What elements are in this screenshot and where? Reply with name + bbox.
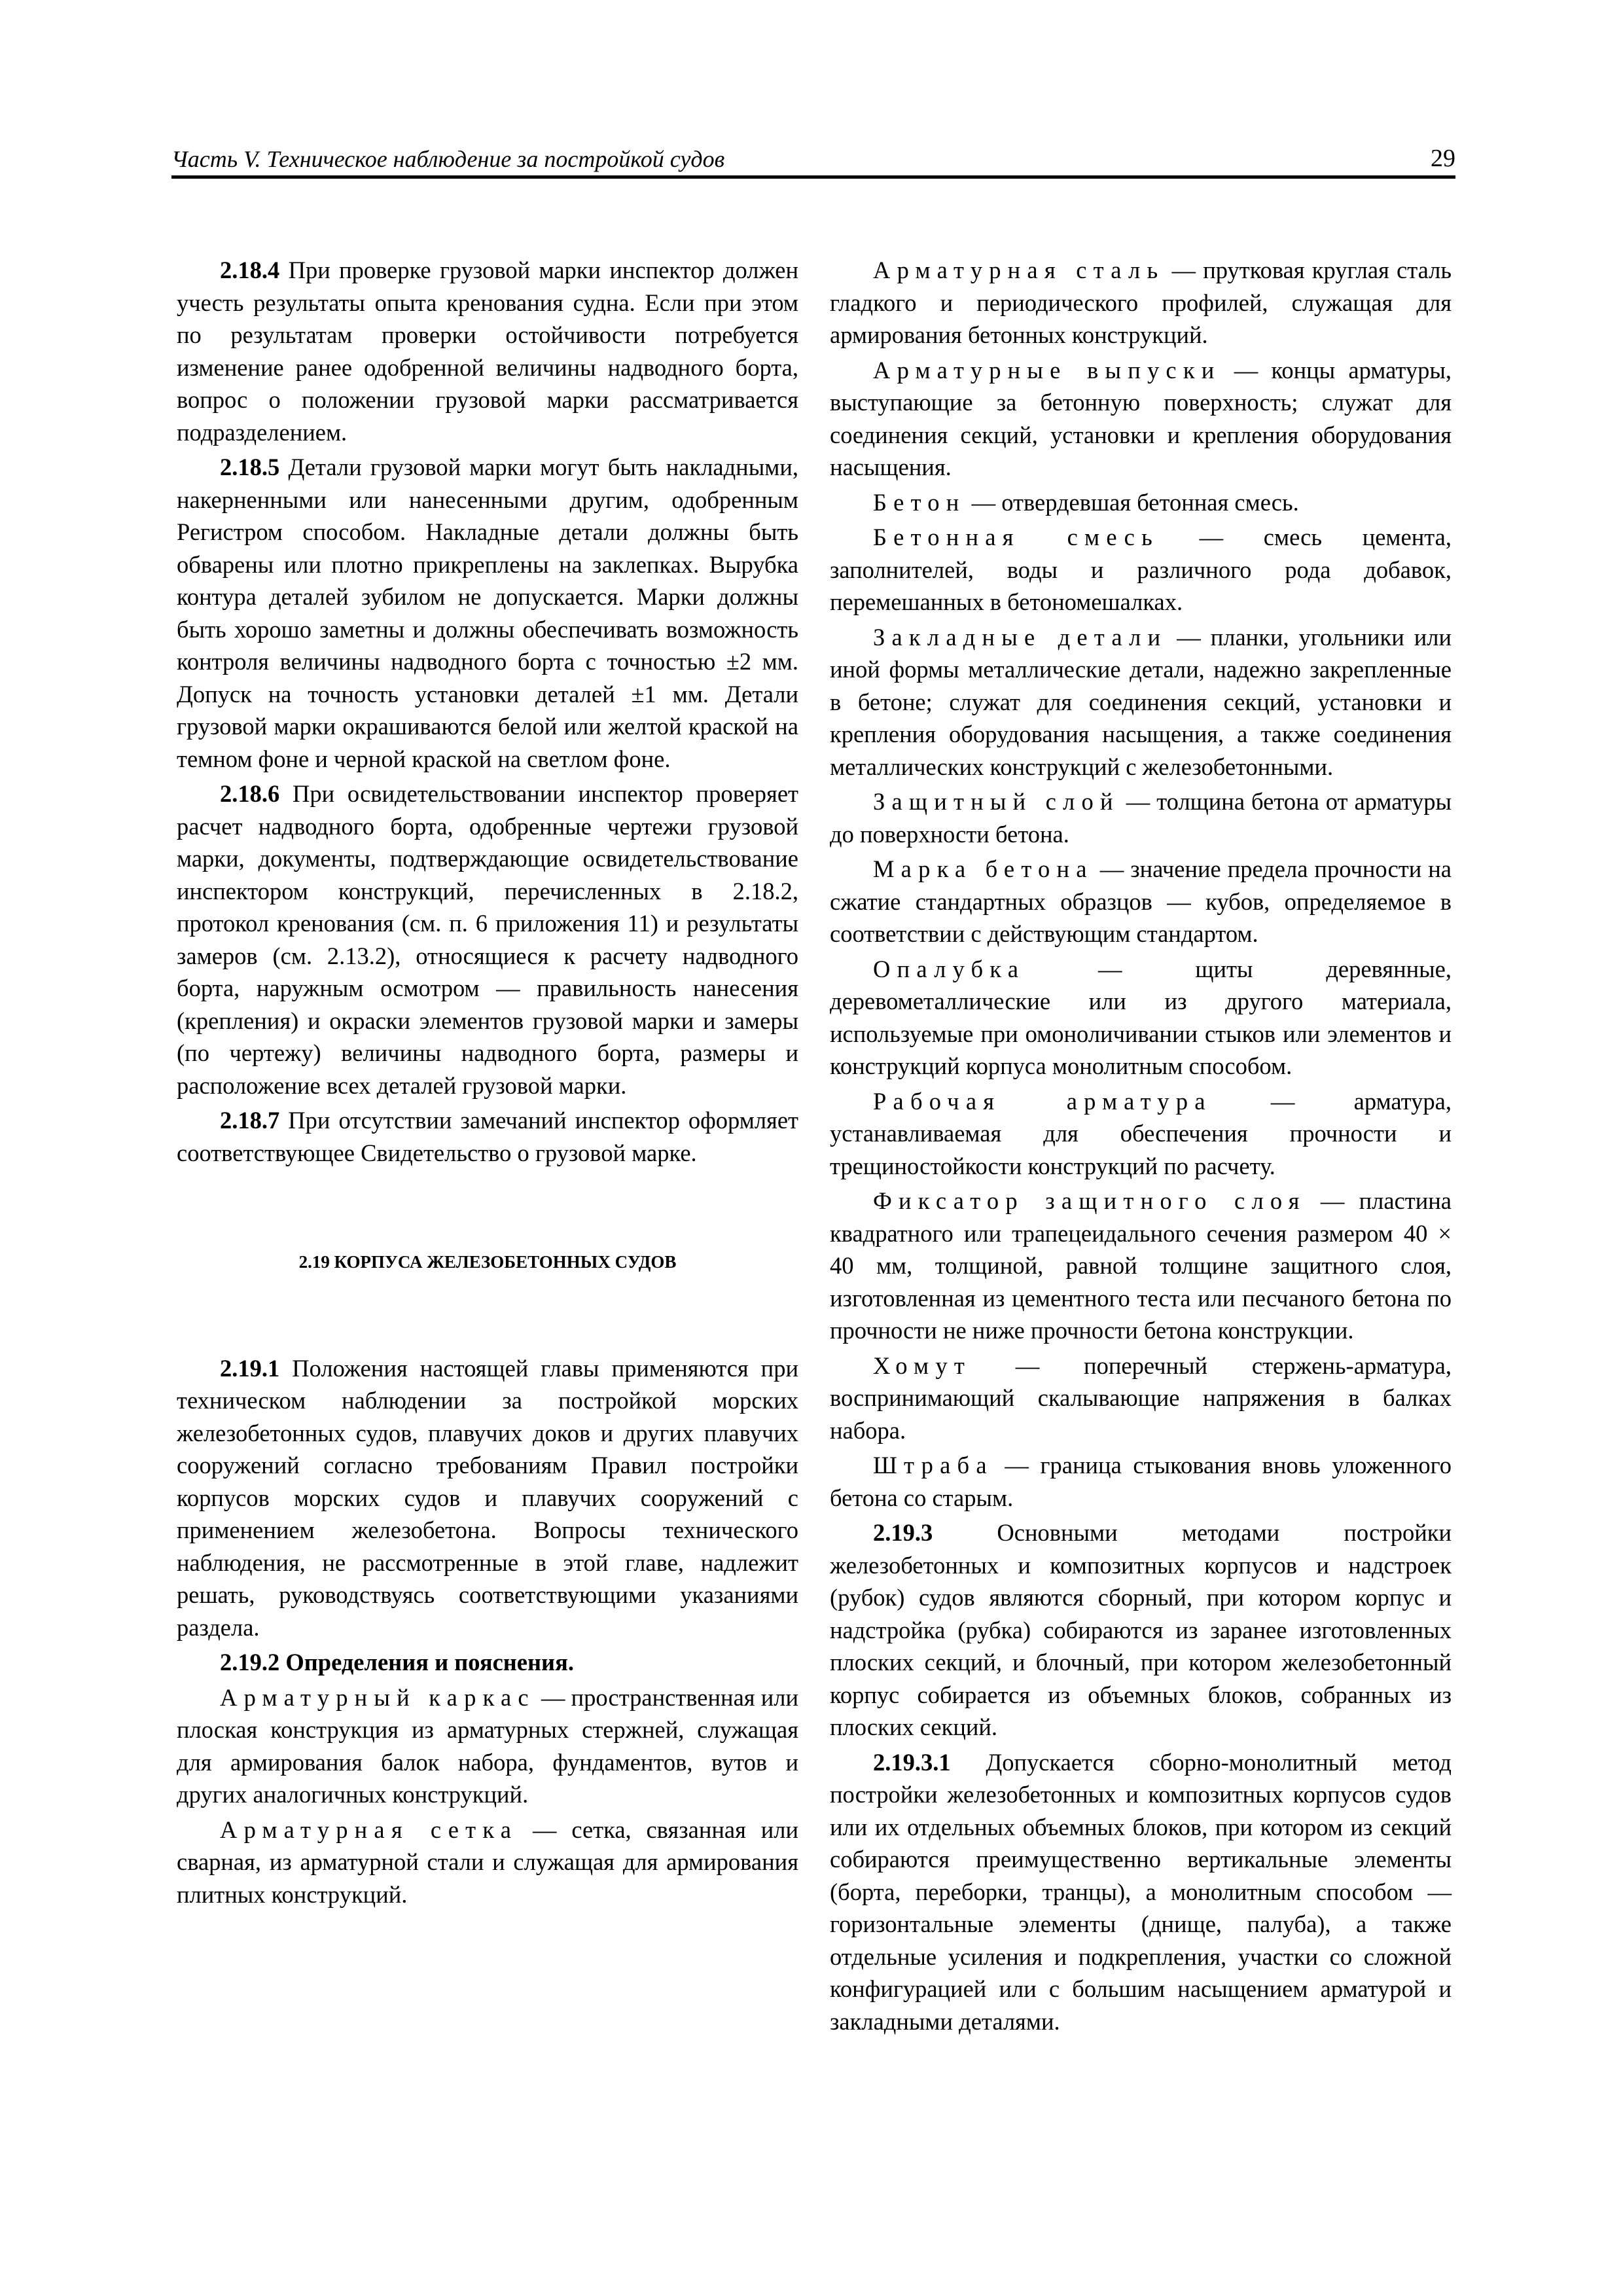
definition-text: — прутковая круглая сталь гладкого и периодического профилей, служащая для армирования бетонных конструкций. <box>830 257 1452 348</box>
paragraph-text: Положения настоящей главы применяются при техническом наблюдении за постройкой морских железобетонных судов, плавучих доков и других плавучих сооружений согласно требованиям Правил постройки корпусов морских судов и плавучих сооружений с применением железобетона. Вопросы технического наблюдения, не рассмотренные в этой главе, надлежит решать, руководствуясь соответствующими указаниями раздела. <box>177 1354 798 1641</box>
paragraph-2-18-5 <box>177 451 798 775</box>
definition-armaturny-karkas <box>177 1681 798 1811</box>
definition-armaturnye-vypuski <box>830 354 1452 484</box>
definition-term: Марка бетона <box>873 855 1094 882</box>
header-title: Часть V. Техническое наблюдение за постройкой судов <box>171 146 725 172</box>
definition-beton <box>830 486 1452 519</box>
paragraph-text: Детали грузовой марки могут быть накладными, накерненными или нанесенными другим, одобренным Регистром способом. Накладные детали должны быть обварены или плотно прикреплены на заклепках. Вырубка контура деталей зубилом не допускается. Марки должны быть хорошо заметны и должны обеспечивать возможность контроля величины надводного борта с точностью ±2 мм. Допуск на точность установки деталей ±1 мм. Детали грузовой марки окрашиваются белой или желтой краской на темном фоне и черной краской на светлом фоне. <box>177 454 798 772</box>
clause-number: 2.19.1 <box>220 1354 280 1382</box>
definition-term: Закладные детали <box>873 623 1168 651</box>
definition-text: — концы арматуры, выступающие за бетонную поверхность; служат для соединения секций, установки и крепления оборудования насыщения. <box>830 356 1452 480</box>
paragraph-2-18-4 <box>177 254 798 448</box>
paragraph-2-19-3 <box>830 1516 1452 1744</box>
definition-text: — смесь цемента, заполнителей, воды и различного рода добавок, перемешанных в бетономешалках. <box>830 524 1452 615</box>
paragraph-text: При отсутствии замечаний инспектор оформляет соответствующее Свидетельство о грузовой марке. <box>177 1107 798 1166</box>
definition-khomut <box>830 1350 1452 1447</box>
definition-text: — значение предела прочности на сжатие стандартных образцов — кубов, определяемое в соответствии с действующим стандартом. <box>830 855 1452 947</box>
paragraph-2-19-2-heading <box>177 1646 798 1679</box>
definition-zakladnye-detali <box>830 621 1452 783</box>
definition-betonnaya-smes <box>830 521 1452 619</box>
definition-text: — пространственная или плоская конструкция из арматурных стержней, служащая для армирования балок набора, фундаментов, вутов и других аналогичных конструкций. <box>177 1683 798 1808</box>
paragraph-text: При проверке грузовой марки инспектор должен учесть результаты опыта кренования судна. Если при этом по результатам проверки остойчивости потребуется изменение ранее одобренной величины надводного борта, вопрос о положении грузовой марки рассматривается подразделением. <box>177 257 798 446</box>
definition-term: Арматурный каркас <box>220 1683 535 1711</box>
right-column <box>830 254 1452 2040</box>
subsection-heading: 2.19.2 Определения и пояснения. <box>220 1649 574 1676</box>
page-number: 29 <box>1431 145 1455 172</box>
clause-number: 2.19.3 <box>873 1519 933 1546</box>
definition-zashchitny-sloy <box>830 785 1452 850</box>
definition-text: — отвердевшая бетонная смесь. <box>965 488 1299 516</box>
clause-number: 2.18.6 <box>220 780 280 807</box>
paragraph-2-19-3-1 <box>830 1746 1452 2038</box>
definition-opalubka <box>830 953 1452 1083</box>
paragraph-2-18-6 <box>177 778 798 1102</box>
paragraph-2-19-1 <box>177 1352 798 1644</box>
definition-shtraba <box>830 1449 1452 1514</box>
definition-term: Арматурная сетка <box>220 1816 518 1843</box>
left-column <box>177 254 798 1913</box>
definition-text: — поперечный стержень-арматура, воспринимающий скалывающие напряжения в балках набора. <box>830 1352 1452 1444</box>
running-header <box>171 139 1455 179</box>
definition-text: — арматура, устанавливаемая для обеспечения прочности и трещиностойкости конструкций по расчету. <box>830 1087 1452 1179</box>
definition-marka-betona <box>830 853 1452 950</box>
definition-term: Арматурная сталь <box>873 257 1165 283</box>
definition-text: — планки, угольники или иной формы металлические детали, надежно закрепленные в бетоне; служат для соединения секций, установки и крепления оборудования насыщения, а также соединения металлических конструкций с железобетонными. <box>830 623 1452 780</box>
definition-text: — толщина бетона от арматуры до поверхности бетона. <box>830 788 1452 848</box>
paragraph-2-18-7 <box>177 1104 798 1169</box>
section-title: 2.19 КОРПУСА ЖЕЛЕЗОБЕТОННЫХ СУДОВ <box>298 1252 677 1272</box>
definition-armaturnaya-stal <box>830 254 1452 351</box>
definition-term: Фиксатор защитного слоя <box>873 1187 1306 1214</box>
definition-armaturnaya-setka <box>177 1814 798 1911</box>
clause-number: 2.18.7 <box>220 1107 280 1134</box>
paragraph-text: Основными методами постройки железобетонных и композитных корпусов и надстроек (рубок) судов являются сборный, при котором корпус и надстройка (рубка) собираются из заранее изготовленных плоских секций, и блочный, при котором железобетонный корпус собирается из объемных блоков, собранных из плоских секций. <box>830 1519 1452 1740</box>
definition-term: Штраба <box>873 1452 993 1479</box>
definition-text: — пластина квадратного или трапецеидального сечения размером 40 × 40 мм, толщиной, равной толщине защитного слоя, изготовленная из цементного теста или песчаного бетона по прочности не ниже прочности бетона конструкции. <box>830 1187 1452 1344</box>
definition-term: Арматурные выпуски <box>873 356 1221 384</box>
definition-text: — сетка, связанная или сварная, из арматурной стали и служащая для армирования плитных конструкций. <box>177 1816 798 1908</box>
definition-rabochaya-armatura <box>830 1085 1452 1183</box>
clause-number: 2.18.5 <box>220 454 280 480</box>
definition-term: Защитный слой <box>873 788 1120 815</box>
definition-text: — граница стыкования вновь уложенного бетона со старым. <box>830 1452 1452 1511</box>
definition-term: Рабочая арматура <box>873 1087 1212 1115</box>
definition-term: Опалубка <box>873 955 1026 982</box>
clause-number: 2.18.4 <box>220 257 280 283</box>
definition-term: Хомут <box>873 1352 972 1379</box>
definition-term: Бетон <box>873 488 966 516</box>
clause-number: 2.19.3.1 <box>873 1748 951 1776</box>
definition-fiksator <box>830 1185 1452 1347</box>
definition-text: — щиты деревянные, деревометаллические или из другого материала, используемые при омоноличивании стыков или элементов и конструкций корпуса монолитным способом. <box>830 955 1452 1079</box>
definition-term: Бетонная смесь <box>873 524 1159 550</box>
paragraph-text: При освидетельствовании инспектор проверяет расчет надводного борта, одобренные чертежи грузовой марки, документы, подтверждающие освидетельствование инспектором конструкций, перечисленных в 2.18.2, протокол кренования (см. п. 6 приложения 11) и результаты замеров (см. 2.13.2), относящиеся к расчету надводного борта, наружным осмотром — правильность нанесения (крепления) и окраски элементов грузовой марки и замеры (по чертежу) величины надводного борта, размеры и расположение всех деталей грузовой марки. <box>177 780 798 1099</box>
paragraph-text: Допускается сборно-монолитный метод постройки железобетонных и композитных корпусов судов или их отдельных объемных блоков, при котором из секций собираются преимущественно вертикальные элементы (борта, переборки, транцы), а монолитным способом — горизонтальные элементы (днище, палуба), а также отдельные усиления и подкрепления, участки со сложной конфигурацией или с большим насыщением арматурой и закладными деталями. <box>830 1748 1452 2035</box>
